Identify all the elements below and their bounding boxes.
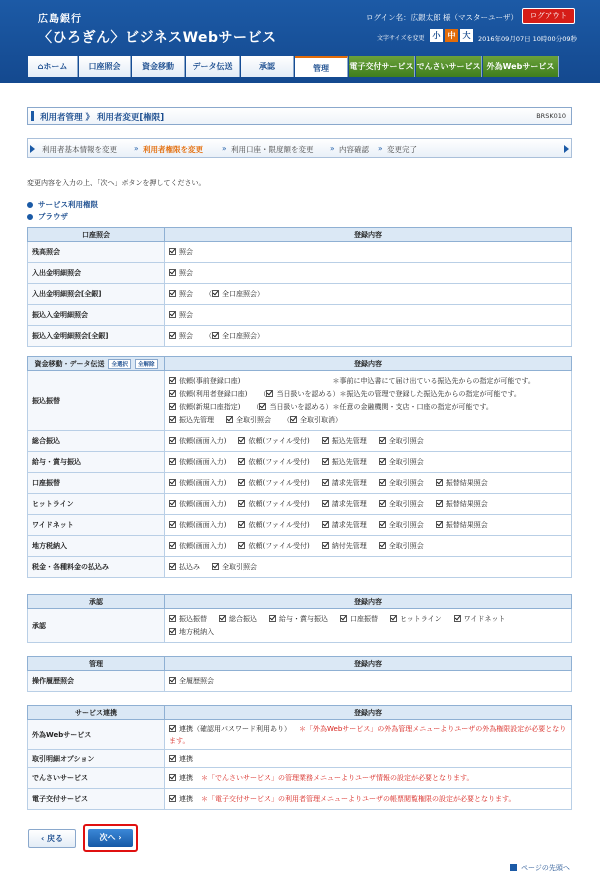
- table-row: ワイドネット 依頼(画面入力) 依頼(ファイル受付) 請求先管理 全取引照会 振替結果照会: [28, 515, 572, 536]
- table-row: 地方税納入 依頼(画面入力) 依頼(ファイル受付) 納付先管理 全取引照会: [28, 536, 572, 557]
- bullet-icon: [27, 214, 33, 220]
- checkbox[interactable]: 照会: [169, 310, 193, 320]
- checkbox[interactable]: 全取引照会: [379, 499, 424, 509]
- checkbox[interactable]: 口座振替: [340, 613, 378, 626]
- step-left-arrow-icon: [30, 145, 35, 153]
- chevron-left-icon: ‹: [40, 834, 48, 843]
- checkbox[interactable]: 依頼(画面入力): [169, 478, 226, 488]
- checkbox[interactable]: 照会: [169, 247, 193, 257]
- checkbox[interactable]: 依頼(画面入力): [169, 457, 226, 467]
- step-separator-icon: »: [222, 144, 227, 153]
- tab-fund-transfer[interactable]: 資金移動: [132, 56, 185, 77]
- checkbox[interactable]: 依頼(ファイル受付): [238, 457, 309, 467]
- checkbox[interactable]: 照会: [169, 289, 193, 299]
- checkbox[interactable]: 全取引照会: [226, 414, 271, 427]
- checkbox[interactable]: 全履歴照会: [169, 676, 214, 686]
- datetime: 2016年09月07日 10時00分09秒: [478, 35, 577, 43]
- tab-electronic-delivery[interactable]: 電子交付サービス: [349, 56, 415, 77]
- checkbox[interactable]: 振込先管理: [322, 457, 367, 467]
- table-row: 口座振替 依頼(画面入力) 依頼(ファイル受付) 請求先管理 全取引照会 振替結果照会: [28, 473, 572, 494]
- table-account-inquiry: [27, 227, 572, 347]
- table-row: 入出金明細照会[全銀] 照会 （ 全口座照会）: [28, 284, 572, 305]
- font-size-label: 文字サイズを変更: [377, 35, 425, 42]
- table-row: 電子交付サービス 連携 ＊「電子交付サービス」の利用者管理メニューよりユーザの帳票閲覧権限の設定が必要となります。: [28, 789, 572, 810]
- step-5: 変更完了: [387, 145, 417, 154]
- step-1: 利用者基本情報を変更: [42, 145, 117, 154]
- step-2-current: 利用者権限を変更: [143, 145, 203, 154]
- tab-home[interactable]: ⌂ホーム: [28, 56, 78, 77]
- step-separator-icon: »: [134, 144, 139, 153]
- checkbox[interactable]: 振込振替: [169, 613, 207, 626]
- page-title-bar: [27, 107, 572, 125]
- checkbox[interactable]: 依頼(画面入力): [169, 520, 226, 530]
- checkbox[interactable]: 振込先管理: [169, 414, 214, 427]
- header: [0, 0, 600, 83]
- tab-management[interactable]: 管理: [295, 56, 348, 77]
- bank-name: 広島銀行: [38, 14, 82, 25]
- tab-approval[interactable]: 承認: [241, 56, 294, 77]
- table-row: 外為Webサービス 連携（確認用パスワード利用あり） ＊「外為Webサービス」の外為管理メニューよりユーザの外為権限設定が必要となります。: [28, 720, 572, 750]
- section-browser: ブラウザ: [27, 211, 68, 222]
- checkbox[interactable]: 振替結果照会: [436, 520, 488, 530]
- page-title: 利用者管理 》 利用者変更[権限]: [40, 113, 165, 123]
- logout-button[interactable]: ログアウト: [522, 8, 575, 24]
- table-row: 入出金明細照会 照会: [28, 263, 572, 284]
- back-button[interactable]: ‹ 戻る: [28, 829, 76, 848]
- step-right-arrow-icon: [564, 145, 569, 153]
- next-button-highlight: [83, 824, 138, 852]
- col-header: 口座照会: [28, 228, 165, 242]
- step-separator-icon: »: [330, 144, 335, 153]
- checkbox[interactable]: 全取引照会: [379, 478, 424, 488]
- tab-forex[interactable]: 外為Webサービス: [483, 56, 559, 77]
- table-row: 税金・各種料金の払込み 払込み 全取引照会: [28, 557, 572, 578]
- checkbox[interactable]: 依頼(ファイル受付): [238, 478, 309, 488]
- table-row: ヒットライン 依頼(画面入力) 依頼(ファイル受付) 請求先管理 全取引照会 振替結果照会: [28, 494, 572, 515]
- table-row: 取引明細オプション 連携: [28, 750, 572, 768]
- table-row: 振込入金明細照会[全銀] 照会 （ 全口座照会）: [28, 326, 572, 347]
- table-service-link: サービス連携 登録内容 外為Webサービス 連携（確認用パスワード利用あり） ＊「外為Webサービス」の外為管理メニューよりユーザの外為権限設定が必要となります。 取引明細オプション 連携 でんさいサービス 連携 ＊「でんさいサービス」の管理業務メニューよりユーザ情報の設定が必要となります。 電子交付サービス 連携 ＊「電子交付サービス」の利用者管理メニューよりユーザの帳票閲覧権限の設定が必要となります。: [27, 705, 572, 810]
- checkbox[interactable]: 依頼(ファイル受付): [238, 499, 309, 509]
- table-fund-transfer: [27, 356, 572, 578]
- home-icon: ⌂: [37, 62, 44, 71]
- checkbox[interactable]: 振込先管理: [322, 436, 367, 446]
- service-name: 〈ひろぎん〉ビジネスWebサービス: [38, 30, 277, 46]
- chevron-right-icon: ›: [115, 833, 122, 842]
- table-row: 給与・賞与振込 依頼(画面入力) 依頼(ファイル受付) 振込先管理 全取引照会: [28, 452, 572, 473]
- col-header: 登録内容: [165, 357, 572, 371]
- checkbox[interactable]: 全口座照会）: [212, 331, 264, 341]
- table-management: 管理 登録内容 操作履歴照会 全履歴照会: [27, 656, 572, 692]
- step-4: 内容確認: [339, 145, 369, 154]
- screen-id: BRSK010: [536, 112, 566, 120]
- table-row: 操作履歴照会 全履歴照会: [28, 671, 572, 692]
- arrow-up-icon: [510, 864, 517, 871]
- checkbox[interactable]: 依頼(ファイル受付): [238, 520, 309, 530]
- checkbox[interactable]: ワイドネット: [454, 613, 506, 626]
- table-row: 振込振替 依頼(事前登録口座) ＊事前に申込書にて届け出ている振込先からの指定が可能です。 依頼(利用者登録口座) （ 当日扱いを認める）＊振込先の管理で登録した振込先からの指定が可能です。 依頼(新規口座指定) （ 当日扱いを認める）＊任意の金融機関・支店・口座の指定が可能です。 振込先管理 全取引照会 （ 全取引取消）: [28, 371, 572, 431]
- login-name: ログイン名：広銀太郎 様（マスターユーザ）: [366, 13, 519, 22]
- table-row: 振込入金明細照会 照会: [28, 305, 572, 326]
- clear-all-button[interactable]: 全解除: [135, 359, 158, 369]
- checkbox[interactable]: 地方税納入: [169, 626, 214, 639]
- checkbox[interactable]: 依頼(事前登録口座): [169, 375, 240, 388]
- checkbox[interactable]: 振替結果照会: [436, 478, 488, 488]
- checkbox[interactable]: 振替結果照会: [436, 499, 488, 509]
- checkbox[interactable]: 依頼(画面入力): [169, 436, 226, 446]
- page-top-link[interactable]: ページの先頭へ: [510, 863, 570, 873]
- table-row: 承認 振込振替 総合振込 給与・賞与振込 口座振替 ヒットライン ワイドネット 地方税納入: [28, 609, 572, 643]
- checkbox[interactable]: 給与・賞与振込: [269, 613, 328, 626]
- checkbox[interactable]: 依頼(ファイル受付): [238, 436, 309, 446]
- checkbox[interactable]: ヒットライン: [390, 613, 442, 626]
- checkbox[interactable]: 照会: [169, 268, 193, 278]
- checkbox[interactable]: 請求先管理: [322, 499, 367, 509]
- checkbox[interactable]: 依頼(利用者登録口座): [169, 388, 247, 401]
- checkbox[interactable]: 全取引照会: [379, 520, 424, 530]
- step-indicator: [27, 138, 572, 158]
- checkbox[interactable]: 払込み: [169, 562, 200, 572]
- table-row: 総合振込 依頼(画面入力) 依頼(ファイル受付) 振込先管理 全取引照会: [28, 431, 572, 452]
- table-row: でんさいサービス 連携 ＊「でんさいサービス」の管理業務メニューよりユーザ情報の設定が必要となります。: [28, 768, 572, 789]
- checkbox[interactable]: 請求先管理: [322, 478, 367, 488]
- checkbox[interactable]: 請求先管理: [322, 520, 367, 530]
- tab-data-transmission[interactable]: データ伝送: [186, 56, 240, 77]
- instruction-text: 変更内容を入力の上、「次へ」ボタンを押してください。: [27, 179, 206, 187]
- checkbox[interactable]: 全口座照会）: [212, 289, 264, 299]
- step-separator-icon: »: [378, 144, 383, 153]
- checkbox[interactable]: 依頼(画面入力): [169, 499, 226, 509]
- tab-account-inquiry[interactable]: 口座照会: [79, 56, 131, 77]
- select-all-button[interactable]: 全選択: [108, 359, 131, 369]
- checkbox[interactable]: 依頼(新規口座指定): [169, 401, 240, 414]
- table-row: 残高照会 照会: [28, 242, 572, 263]
- checkbox[interactable]: [266, 390, 273, 397]
- checkbox[interactable]: 照会: [169, 331, 193, 341]
- col-header: 資金移動・データ伝送 全選択 全解除: [28, 357, 165, 371]
- checkbox[interactable]: 全取引照会: [379, 457, 424, 467]
- checkbox[interactable]: 全取引照会: [212, 562, 257, 572]
- tab-densai[interactable]: でんさいサービス: [416, 56, 482, 77]
- checkbox[interactable]: 全取引照会: [379, 541, 424, 551]
- font-size-small[interactable]: 小: [430, 29, 443, 42]
- checkbox[interactable]: 総合振込: [219, 613, 257, 626]
- section-service-permissions: サービス利用権限: [27, 199, 98, 210]
- checkbox[interactable]: 依頼(画面入力): [169, 541, 226, 551]
- table-approval: 承認 登録内容 承認 振込振替 総合振込 給与・賞与振込 口座振替 ヒットライン ワイドネット 地方税納入: [27, 594, 572, 643]
- font-size-medium[interactable]: 中: [445, 29, 458, 42]
- bullet-icon: [27, 202, 33, 208]
- checkbox[interactable]: 納付先管理: [322, 541, 367, 551]
- next-button[interactable]: 次へ ›: [88, 829, 133, 847]
- checkbox[interactable]: 全取引照会: [379, 436, 424, 446]
- checkbox[interactable]: [259, 403, 266, 410]
- step-3: 利用口座・限度額を変更: [231, 145, 314, 154]
- font-size-large[interactable]: 大: [460, 29, 473, 42]
- bank-logo: [38, 10, 277, 47]
- checkbox[interactable]: [290, 416, 297, 423]
- col-header: 登録内容: [165, 228, 572, 242]
- checkbox[interactable]: 依頼(ファイル受付): [238, 541, 309, 551]
